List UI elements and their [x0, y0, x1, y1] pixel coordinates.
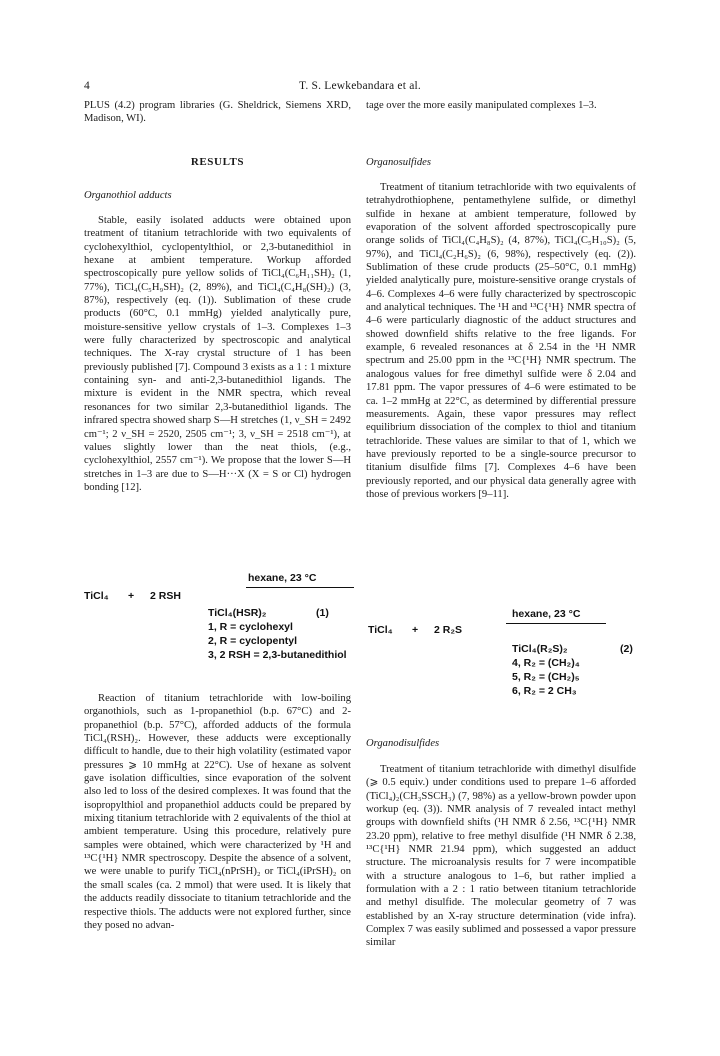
- organodisulfide-paragraph: Treatment of titanium tetrachloride with dimethyl disulfide (⩾ 0.5 equiv.) under conditions used to prepare 1–6 afforded (TiCl₄)₂(CH₃SSCH₃) (7, 98%) as a yellow-brown powder upon workup (eq. (3)). NMR analysis of 7 revealed intact methyl groups with downfield shifts (¹H NMR δ 2.56, ¹³C{¹H} NMR 23.20 ppm), relative to free methyl disulfide (¹H NMR δ 2.38, ¹³C{¹H} NMR 21.94 ppm), which suggested an adduct structure. The microanalysis results for 7 were incompatible with a structure analogous to 1–6, but rather implied a formulation with a 2 : 1 ratio between titanium tetrachloride and methyl disulfide. The molecular geometry of 7 was established by an X-ray structure determination (vide infra). Complex 7 was easily sublimed and possessed a vapor pressure similar: [366, 764, 636, 949]
- right-continuation-text: tage over the more easily manipulated complexes 1–3.: [366, 100, 597, 111]
- low-boiling-thiol-paragraph: Reaction of titanium tetrachloride with low-boiling organothiols, such as 1-propanethiol (b.p. 67°C) and 2-propanethiol (b.p. 57°C), afforded adducts of the formula TiCl₄(RSH)₂. However, these adducts were exceptionally difficult to handle, due to their high volatility (estimated vapor pressures ⩾ 10 mmHg at 22°C). Use of hexane as solvent gave isolation difficulties, since evaporation of the solvent also led to loss of the desired complexes. It was found that the isopropylthiol and propanethiol adducts could be prepared by mixing titanium tetrachloride with 2 equivalents of the thiol at ambient temperature. Using this procedure, relatively pure samples were obtained, which were characterized by ¹H and ¹³C{¹H} NMR spectroscopy. Despite the absence of a solvent, we were unable to purify TiCl₄(nPrSH)₂ or TiCl₄(iPrSH)₂ on the small scales (ca. 2 mmol) that were used. It is likely that the adducts readily dissociate to titanium tetrachloride and the respective thiols. The adducts were not explored further, since they posed no advan-: [84, 693, 351, 931]
- left-paragraph-2: [84, 692, 351, 932]
- eq1-r3: 3, 2 RSH = 2,3-butanedithiol: [208, 649, 347, 661]
- running-title: T. S. Lewkebandara et al.: [299, 80, 421, 92]
- organosulfides-heading: Organosulfides: [366, 157, 431, 168]
- organothiol-adducts-heading: Organothiol adducts: [84, 190, 172, 201]
- eq2-r3: 6, R₂ = 2 CH₃: [512, 685, 577, 697]
- eq2-r2: 5, R₂ = (CH₂)₅: [512, 671, 580, 683]
- eq2-reagent: 2 R₂S: [434, 624, 463, 636]
- eq1-r2: 2, R = cyclopentyl: [208, 635, 297, 647]
- organodisulfides-heading: Organodisulfides: [366, 738, 440, 749]
- results-heading: RESULTS: [190, 156, 245, 168]
- eq1-reagent: 2 RSH: [150, 590, 181, 602]
- eq2-product: TiCl₄(R₂S)₂: [512, 643, 568, 655]
- eq2-arrow-line: [506, 623, 606, 624]
- eq1-r1: 1, R = cyclohexyl: [208, 621, 293, 633]
- eq1-arrow-line: [246, 587, 354, 588]
- page-number: 4: [84, 80, 90, 92]
- eq1-ticl4: TiCl₄: [84, 590, 109, 602]
- eq1-plus: +: [128, 590, 135, 602]
- equation-2: [366, 606, 636, 706]
- eq2-r1: 4, R₂ = (CH₂)₄: [512, 657, 580, 669]
- right-paragraph-1: [366, 181, 636, 501]
- left-continuation-text: PLUS (4.2) program libraries (G. Sheldrick, Siemens XRD, Madison, WI).: [84, 100, 351, 125]
- equation-1: [84, 568, 354, 668]
- eq1-product: TiCl₄(HSR)₂: [208, 607, 267, 619]
- right-column-continuation: [366, 99, 636, 112]
- right-paragraph-2: [366, 763, 636, 950]
- eq2-number: (2): [620, 643, 633, 655]
- eq2-plus: +: [412, 624, 419, 636]
- eq2-ticl4: TiCl₄: [368, 624, 393, 636]
- eq2-condition: hexane, 23 °C: [512, 608, 581, 620]
- organothiol-paragraph: Stable, easily isolated adducts were obtained upon treatment of titanium tetrachloride with two equivalents of cyclohexylthiol, cyclopentylthiol, or 2,3-butanedithiol in hexane at ambient temperature. Workup afforded spectroscopically pure yellow solids of TiCl₄(C₆H₁₁SH)₂ (1, 77%), TiCl₄(C₅H₉SH)₂ (2, 89%), and TiCl₄(C₄H₈(SH)₂) (3, 87%), respectively (eq. (1)). Sublimation of these crude products (60°C, 0.1 mmHg) yielded analytically pure, moisture-sensitive yellow crystals of 1–3. Complexes 1–3 were fully characterized by spectroscopic and analytical techniques. The X-ray crystal structure of 1 has been previously published [7]. Compound 3 exists as a 1 : 1 mixture containing syn- and anti-2,3-butanedithiol ligands. The mixture is evident in the NMR spectra, which reveal resonances for two similar 2,3-butanedithiol ligands. The infrared spectra showed sharp S—H stretches (1, ν_SH = 2492 cm⁻¹; 2 ν_SH = 2520, 2505 cm⁻¹; 3, ν_SH = 2518 cm⁻¹), at values slightly lower than the neat thiols, (e.g., cyclohexylthiol, 2557 cm⁻¹). We propose that the lower S—H stretches in 1–3 are due to S—H···X (X = S or Cl) hydrogen bonding [12].: [84, 215, 351, 493]
- eq1-condition: hexane, 23 °C: [248, 572, 317, 584]
- organosulfide-paragraph: Treatment of titanium tetrachloride with two equivalents of tetrahydrothiophene, pentamethylene sulfide, or dimethyl sulfide in hexane at ambient temperature, followed by evaporation of the solvent afforded spectroscopically pure orange solids of TiCl₄(C₄H₈S)₂ (4, 87%), TiCl₄(C₅H₁₀S)₂ (5, 97%), and TiCl₄(C₂H₆S)₂ (6, 98%), respectively (eq. (2)). Sublimation of these crude products (25–50°C, 0.1 mmHg) yielded analytically pure, moisture-sensitive orange crystals of 4–6. Complexes 4–6 were fully characterized by spectroscopic and analytical techniques. The ¹H and ¹³C{¹H} NMR spectra of 4–6 were particularly diagnostic of the adduct structures and showed downfield shifts relative to the free ligands. For example, 6 revealed resonances at δ 2.54 in the ¹H NMR spectrum and 25.00 ppm in the ¹³C{¹H} NMR spectrum. The analogous values for free dimethyl sulfide were δ 2.04 and 17.81 ppm. The vapor pressures of 4–6 were estimated to be ca. 1–2 mmHg at 22°C, as determined by differential pressure measurements. Again, these vapor pressures may reflect equilibrium dissociation of the complex to thiol and titanium tetrachloride. These values are similar to that of 1, which we have previously reported to be a single-source precursor to titanium disulfide films [7]. Complexes 4–6 have been previously reported, and our physical data generally agree with those of previous workers [9–11].: [366, 182, 636, 500]
- eq1-number: (1): [316, 607, 329, 619]
- left-column-continuation: [84, 99, 351, 126]
- left-paragraph-1: [84, 214, 351, 494]
